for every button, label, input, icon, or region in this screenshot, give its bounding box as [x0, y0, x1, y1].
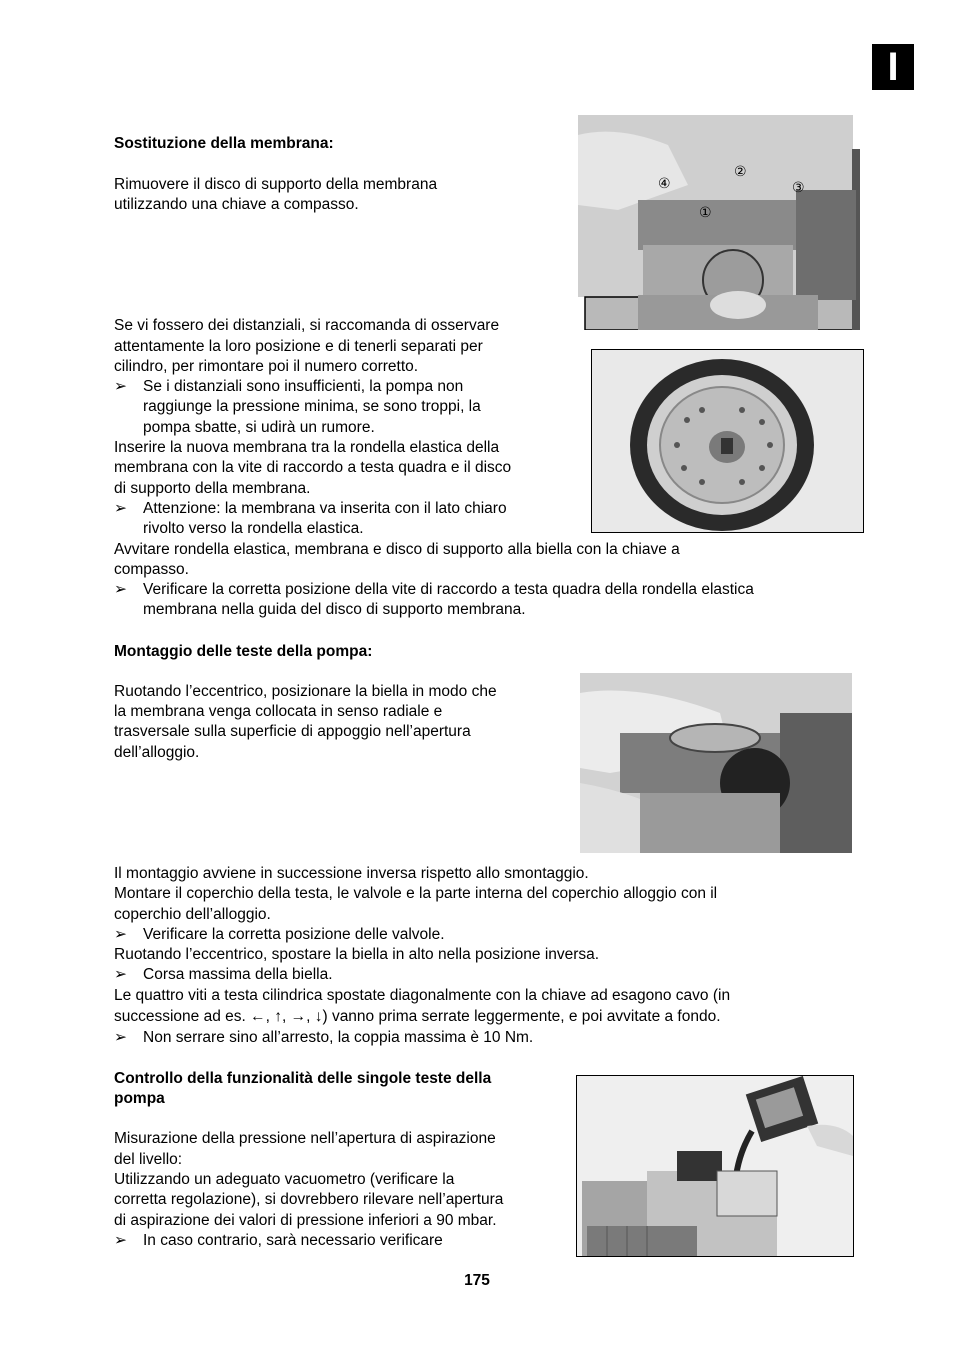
- text-line: raggiunge la pressione minima, se sono troppi, la: [143, 398, 481, 415]
- bullet-text: Non serrare sino all’arresto, la coppia massima è 10 Nm.: [143, 1029, 534, 1046]
- text-line: dell’alloggio.: [114, 744, 200, 761]
- text-line: Le quattro viti a testa cilindrica spostate diagonalmente con la chiave ad esagono cavo (in: [114, 987, 731, 1004]
- text-line: membrana con la vite di raccordo a testa quadra e il disco: [114, 459, 512, 476]
- language-tab: I: [872, 44, 914, 90]
- bullet-arrow-icon: ➢: [114, 966, 127, 983]
- section-heading-membrane: Sostituzione della membrana:: [114, 135, 334, 152]
- section-heading-function-check-cont: pompa: [114, 1090, 165, 1107]
- text-line: cilindro, per rimontare poi il numero corretto.: [114, 358, 419, 375]
- text-line: di aspirazione dei valori di pressione inferiori a 90 mbar.: [114, 1212, 497, 1229]
- text-line: successione ad es. ←, ↑, →, ↓) vanno prima serrate leggermente, e poi avvitate a fondo.: [114, 1008, 721, 1025]
- photo-membrane-positioning: [580, 673, 852, 853]
- text-line: membrana nella guida del disco di supporto membrana.: [143, 601, 526, 618]
- text-line: Se vi fossero dei distanziali, si raccomanda di osservare: [114, 317, 500, 334]
- section-heading-assembly: Montaggio delle teste della pompa:: [114, 643, 373, 660]
- text-line: del livello:: [114, 1151, 183, 1168]
- text-line: rivolto verso la rondella elastica.: [143, 520, 364, 537]
- text-line: compasso.: [114, 561, 189, 578]
- bullet-text: Corsa massima della biella.: [143, 966, 333, 983]
- text-line: Ruotando l’eccentrico, posizionare la biella in modo che: [114, 683, 497, 700]
- text-line: pompa sbatte, si udirà un rumore.: [143, 419, 375, 436]
- text-line: la membrana venga collocata in senso radiale e: [114, 703, 443, 720]
- bullet-text: Verificare la corretta posizione delle valvole.: [143, 926, 445, 943]
- text-line: coperchio dell’alloggio.: [114, 906, 271, 923]
- text-line: corretta regolazione), si dovrebbero rilevare nell’apertura: [114, 1191, 504, 1208]
- bullet-arrow-icon: ➢: [114, 926, 127, 943]
- bullet-text: Se i distanziali sono insufficienti, la pompa non: [143, 378, 464, 395]
- bullet-arrow-icon: ➢: [114, 1029, 127, 1046]
- text-line: Rimuovere il disco di supporto della membrana: [114, 176, 438, 193]
- section-heading-function-check: Controllo della funzionalità delle singole teste della: [114, 1070, 492, 1087]
- text-line: Avvitare rondella elastica, membrana e disco di supporto alla biella con la chiave a: [114, 541, 680, 558]
- text-line: Il montaggio avviene in successione inversa rispetto allo smontaggio.: [114, 865, 589, 882]
- photo-label: ③: [792, 180, 805, 196]
- bullet-text: In caso contrario, sarà necessario verificare: [143, 1232, 443, 1249]
- bullet-text: Attenzione: la membrana va inserita con il lato chiaro: [143, 500, 507, 517]
- page-number: 175: [464, 1272, 490, 1289]
- text-line: Inserire la nuova membrana tra la rondella elastica della: [114, 439, 500, 456]
- bullet-arrow-icon: ➢: [114, 581, 127, 598]
- bullet-arrow-icon: ➢: [114, 1232, 127, 1249]
- photo-label: ①: [699, 205, 712, 221]
- photo-pump-head-numbered: [578, 115, 860, 330]
- bullet-arrow-icon: ➢: [114, 500, 127, 517]
- text-line: utilizzando una chiave a compasso.: [114, 196, 359, 213]
- photo-vacuum-gauge-test: [576, 1075, 854, 1257]
- text-line: trasversale sulla superficie di appoggio nell’apertura: [114, 723, 471, 740]
- text-line: Montare il coperchio della testa, le valvole e la parte interna del coperchio alloggio con il: [114, 885, 718, 902]
- text-line: Utilizzando un adeguato vacuometro (verificare la: [114, 1171, 455, 1188]
- text-line: Ruotando l’eccentrico, spostare la biella in alto nella posizione inversa.: [114, 946, 600, 963]
- text-line: attentamente la loro posizione e di tenerli separati per: [114, 338, 483, 355]
- bullet-text: Verificare la corretta posizione della vite di raccordo a testa quadra della rondella elastica: [143, 581, 754, 598]
- bullet-arrow-icon: ➢: [114, 378, 127, 395]
- text-line: di supporto della membrana.: [114, 480, 311, 497]
- photo-membrane-disc: [591, 349, 864, 533]
- photo-label: ②: [734, 164, 747, 180]
- photo-label: ④: [658, 176, 671, 192]
- text-line: Misurazione della pressione nell’apertura di aspirazione: [114, 1130, 496, 1147]
